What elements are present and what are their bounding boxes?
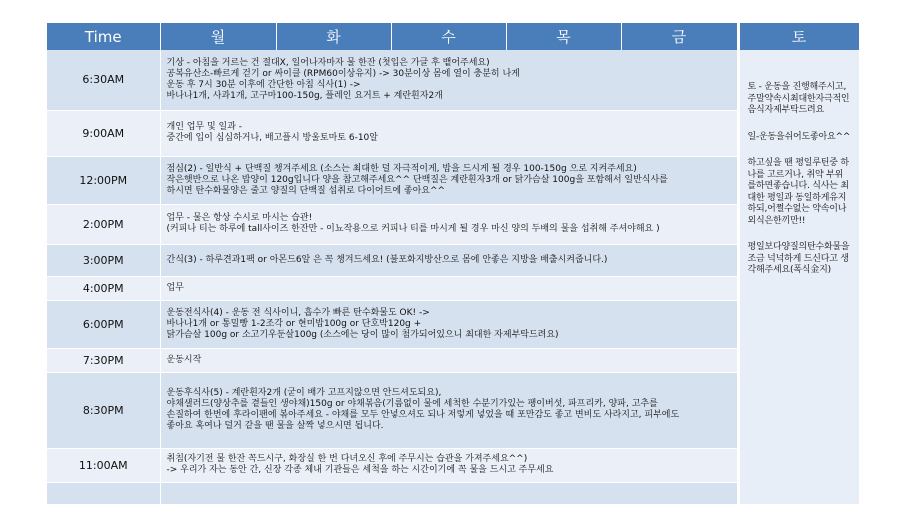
schedule-text-line: 취침(자기전 물 한잔 꼭드시구, 화장실 한 번 다녀오신 후에 주무시는 습관을 가져주세요^^)	[166, 454, 528, 464]
saturday-note: 토 - 운동을 진행해주시고, 주말약속시최대한자극적인 음식자제부탁드려요	[747, 82, 850, 115]
schedule-row	[47, 204, 859, 244]
schedule-text-line: 닭가슴살 100g or 소고기우둔살100g (소스에는 당이 많이 첨가되어있으니 최대한 자제부탁드려요)	[166, 329, 559, 340]
time-cell: 4:00PM	[47, 276, 160, 300]
schedule-content-cell	[160, 482, 738, 504]
saturday-notes-cell	[738, 50, 859, 504]
time-cell: 11:00AM	[47, 448, 160, 482]
saturday-note: 평일보다양질의탄수화물을 조금 넉넉하게 드신다고 생각해주세요(폭식金지)	[747, 242, 850, 275]
time-cell: 6:30AM	[47, 50, 160, 110]
schedule-row	[47, 372, 859, 448]
time-cell: 7:30PM	[47, 348, 160, 372]
header-time: Time	[47, 23, 160, 50]
schedule-text-line: 운동전식사(4) - 운동 전 식사이니, 흡수가 빠른 탄수화물도 OK! ->	[166, 307, 430, 318]
schedule-row	[47, 110, 859, 156]
weekly-schedule-table	[47, 23, 860, 505]
schedule-text-line: 간식(3) - 하루견과1팩 or 아몬드6알 은 꼭 챙겨드세요! (불포화지방산으로 몸에 안좋은 지방을 배출시켜줍니다.)	[166, 254, 608, 265]
schedule-text-line: 개인 업무 및 일과 -	[166, 122, 243, 132]
schedule-text-line: 하시면 탄수화물양은 줄고 양질의 단백질 섭취로 다이어트에 좋아요^^	[166, 185, 446, 196]
schedule-row	[47, 244, 859, 276]
schedule-text-line: 손질하여 한번에 후라이팬에 볶아주세요 - 야채를 모두 안넣으셔도 되나 저렇게 넣었을 때 포만감도 좋고 변비도 사라지고, 피부에도	[166, 410, 680, 420]
schedule-content-cell	[160, 110, 738, 156]
header-day-sat: 토	[738, 23, 859, 50]
schedule-row	[47, 448, 859, 482]
header-day-mon: 월	[160, 23, 276, 50]
schedule-row	[47, 482, 859, 504]
schedule-text-line: 중간에 입이 심심하거나, 배고플시 방울토마토 6-10알	[166, 133, 378, 143]
schedule-text-line: 업무 - 물은 항상 수시로 마시는 습관!	[166, 213, 313, 223]
schedule-row	[47, 50, 859, 110]
time-cell: 6:00PM	[47, 300, 160, 348]
schedule-text-line: 운동시작	[166, 354, 202, 365]
schedule-row	[47, 276, 859, 300]
schedule-text-line: 작은햇반으로 나온 밥양이 120g입니다 양을 참고해주세요^^ 단백질은 계란흰자3개 or 닭가슴살 100g을 포함해서 일반식사를	[166, 174, 668, 185]
schedule-content-cell	[160, 204, 738, 244]
schedule-text-line: -> 우리가 자는 동안 간, 신장 각종 체내 기관들은 세척을 하는 시간이기에 꼭 물을 드시고 주무세요	[166, 465, 554, 475]
schedule-text-line: 바나나1개 or 통밀빵 1-2조각 or 현미밥100g or 단호박120g +	[166, 318, 422, 329]
schedule-text-line: 점심(2) - 일반식 + 단백질 챙겨주세요 (소스는 최대한 덜 자극적이게, 밥을 드시게 될 경우 100-150g 으로 지켜주세요)	[166, 163, 637, 174]
schedule-row	[47, 348, 859, 372]
header-row	[47, 23, 859, 50]
schedule-content-cell	[160, 276, 738, 300]
schedule-content-cell	[160, 348, 738, 372]
schedule-content-cell	[160, 50, 738, 110]
schedule-text-line: 야채샐러드(양상추를 곁들인 생야채)150g or 야채볶음(기름없이 물에 세척한 수분기가있는 팽이버섯, 파프리카, 양파, 고추를	[166, 399, 658, 409]
header-day-thu: 목	[506, 23, 621, 50]
header-day-fri: 금	[621, 23, 738, 50]
header-day-wed: 수	[391, 23, 506, 50]
time-cell: 12:00PM	[47, 156, 160, 204]
saturday-note: 일-운동을쉬어도좋아요^^	[747, 131, 851, 142]
schedule-text-line: 운동 후 7시 30분 이후에 간단한 아침 식사(1) ->	[166, 79, 361, 90]
time-cell	[47, 482, 160, 504]
schedule-content-cell	[160, 244, 738, 276]
schedule-row	[47, 156, 859, 204]
schedule-content-cell	[160, 300, 738, 348]
time-cell: 3:00PM	[47, 244, 160, 276]
saturday-note: 하고싶을 땐 평일루틴중 하나를 고르거나, 취약 부위를하면좋습니다. 식사는 최대한 평일과 동일하게유지하되,어쩔수없는 약속이나외식은한끼만!!	[747, 158, 849, 226]
time-cell: 9:00AM	[47, 110, 160, 156]
schedule-text-line: (커피나 티는 하루에 tall사이즈 한잔만 - 이뇨작용으로 커피나 티를 마시게 될 경우 마신 양의 두배의 물을 섭취해 주셔야해요 )	[166, 224, 660, 234]
schedule-text-line: 기상 - 아침을 거르는 건 절대X, 일어나자마자 물 한잔 (첫입은 가글 후 뱉어주세요)	[166, 57, 490, 68]
schedule-text-line: 운동후식사(5) - 계란흰자2개 (굳이 배가 고프지않으면 안드셔도되요),	[166, 388, 442, 398]
schedule-row	[47, 300, 859, 348]
time-cell: 2:00PM	[47, 204, 160, 244]
schedule-text-line: 바나나1개, 사과1개, 고구마100-150g, 플레인 요거트 + 계란흰자2개	[166, 90, 443, 101]
schedule-content-cell	[160, 448, 738, 482]
schedule-content-cell	[160, 372, 738, 448]
schedule-text-line: 공복유산소-빠르게 걷기 or 싸이클 (RPM60이상유지) -> 30분이상 몸에 열이 충분히 나게	[166, 68, 520, 79]
schedule-content-cell	[160, 156, 738, 204]
time-cell: 8:30PM	[47, 372, 160, 448]
schedule-text-line: 업무	[166, 282, 184, 293]
header-day-tue: 화	[276, 23, 391, 50]
schedule-text-line: 좋아요 혹여나 덜거 같을 땐 물을 살짝 넣으시면 됩니다.	[166, 421, 384, 431]
